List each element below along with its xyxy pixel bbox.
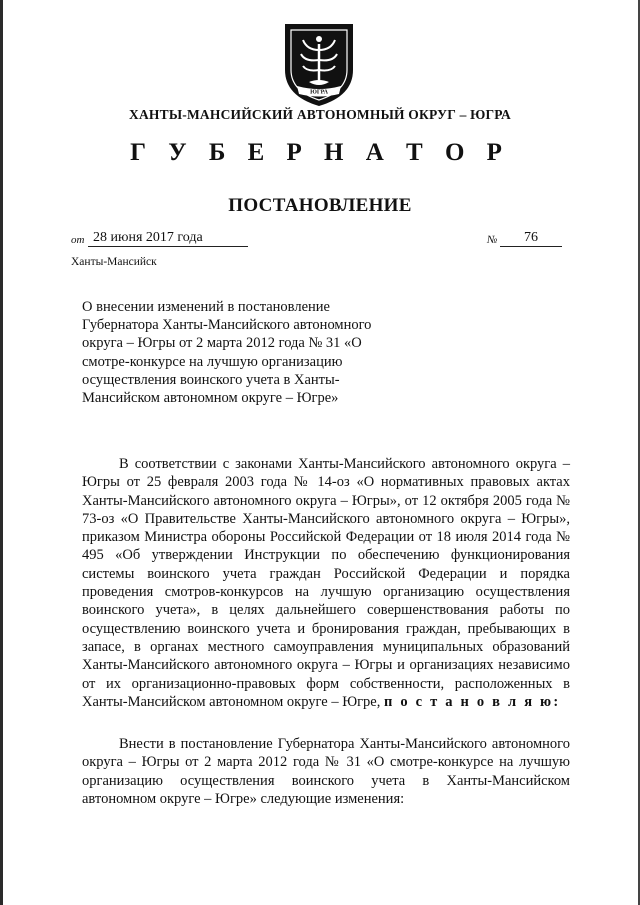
issue-city: Ханты-Мансийск xyxy=(71,256,157,268)
document-subject: О внесении изменений в постановление Губернатора Ханты-Мансийского автономного округа – Югры от 2 марта 2012 года № 31 «О смотре-конкурсе на лучшую организацию осуществления воинского учета в Ханты-Мансийском автономном округе – Югре» xyxy=(82,299,372,407)
governor-title: Г У Б Е Р Н А Т О Р xyxy=(130,139,510,166)
preamble-paragraph xyxy=(82,455,570,711)
number-label: № xyxy=(487,234,498,246)
coat-of-arms-icon xyxy=(279,20,359,108)
document-type: ПОСТАНОВЛЕНИЕ xyxy=(228,195,412,216)
date-label: от xyxy=(71,234,85,246)
region-name: ХАНТЫ-МАНСИЙСКИЙ АВТОНОМНЫЙ ОКРУГ – ЮГРА xyxy=(129,107,511,122)
document-number: 76 xyxy=(500,229,562,247)
decree-word: п о с т а н о в л я ю: xyxy=(383,693,561,710)
scan-edge-left xyxy=(0,0,3,905)
emblem-text: ЮГРА xyxy=(310,89,328,96)
preamble-text: В соответствии с законами Ханты-Мансийского автономного округа – Югры от 25 февраля 2003 года № 14-оз «О нормативных правовых актах Ханты-Мансийского автономного округа – Югры», от 12 октября 2005 года № 73-оз «О Правительстве Ханты-Мансийского автономного округа – Югры», приказом Министра обороны Российской Федерации от 18 июля 2014 года № 495 «Об утверждении Инструкции по обеспечению функционирования системы воинского учета граждан Российской Федерации и порядка проведения смотров-конкурсов на лучшую организацию осуществления воинского учета», в целях дальнейшего совершенствования работы по осуществлению воинского учета и бронирования граждан, пребывающих в запасе, в органах местного самоуправления муниципальных образований Ханты-Мансийского автономного округа – Югры и организациях независимо от их организационно-правовых форм собственности, расположенных в Ханты-Мансийском автономном округе – Югре, xyxy=(82,456,570,710)
document-date: 28 июня 2017 года xyxy=(88,229,248,247)
amendment-paragraph: Внести в постановление Губернатора Ханты-Мансийского автономного округа – Югры от 2 марта 2012 года № 31 «О смотре-конкурсе на лучшую организацию осуществления воинского учета в Ханты-Мансийском автономном округе – Югре» следующие изменения: xyxy=(82,736,570,807)
